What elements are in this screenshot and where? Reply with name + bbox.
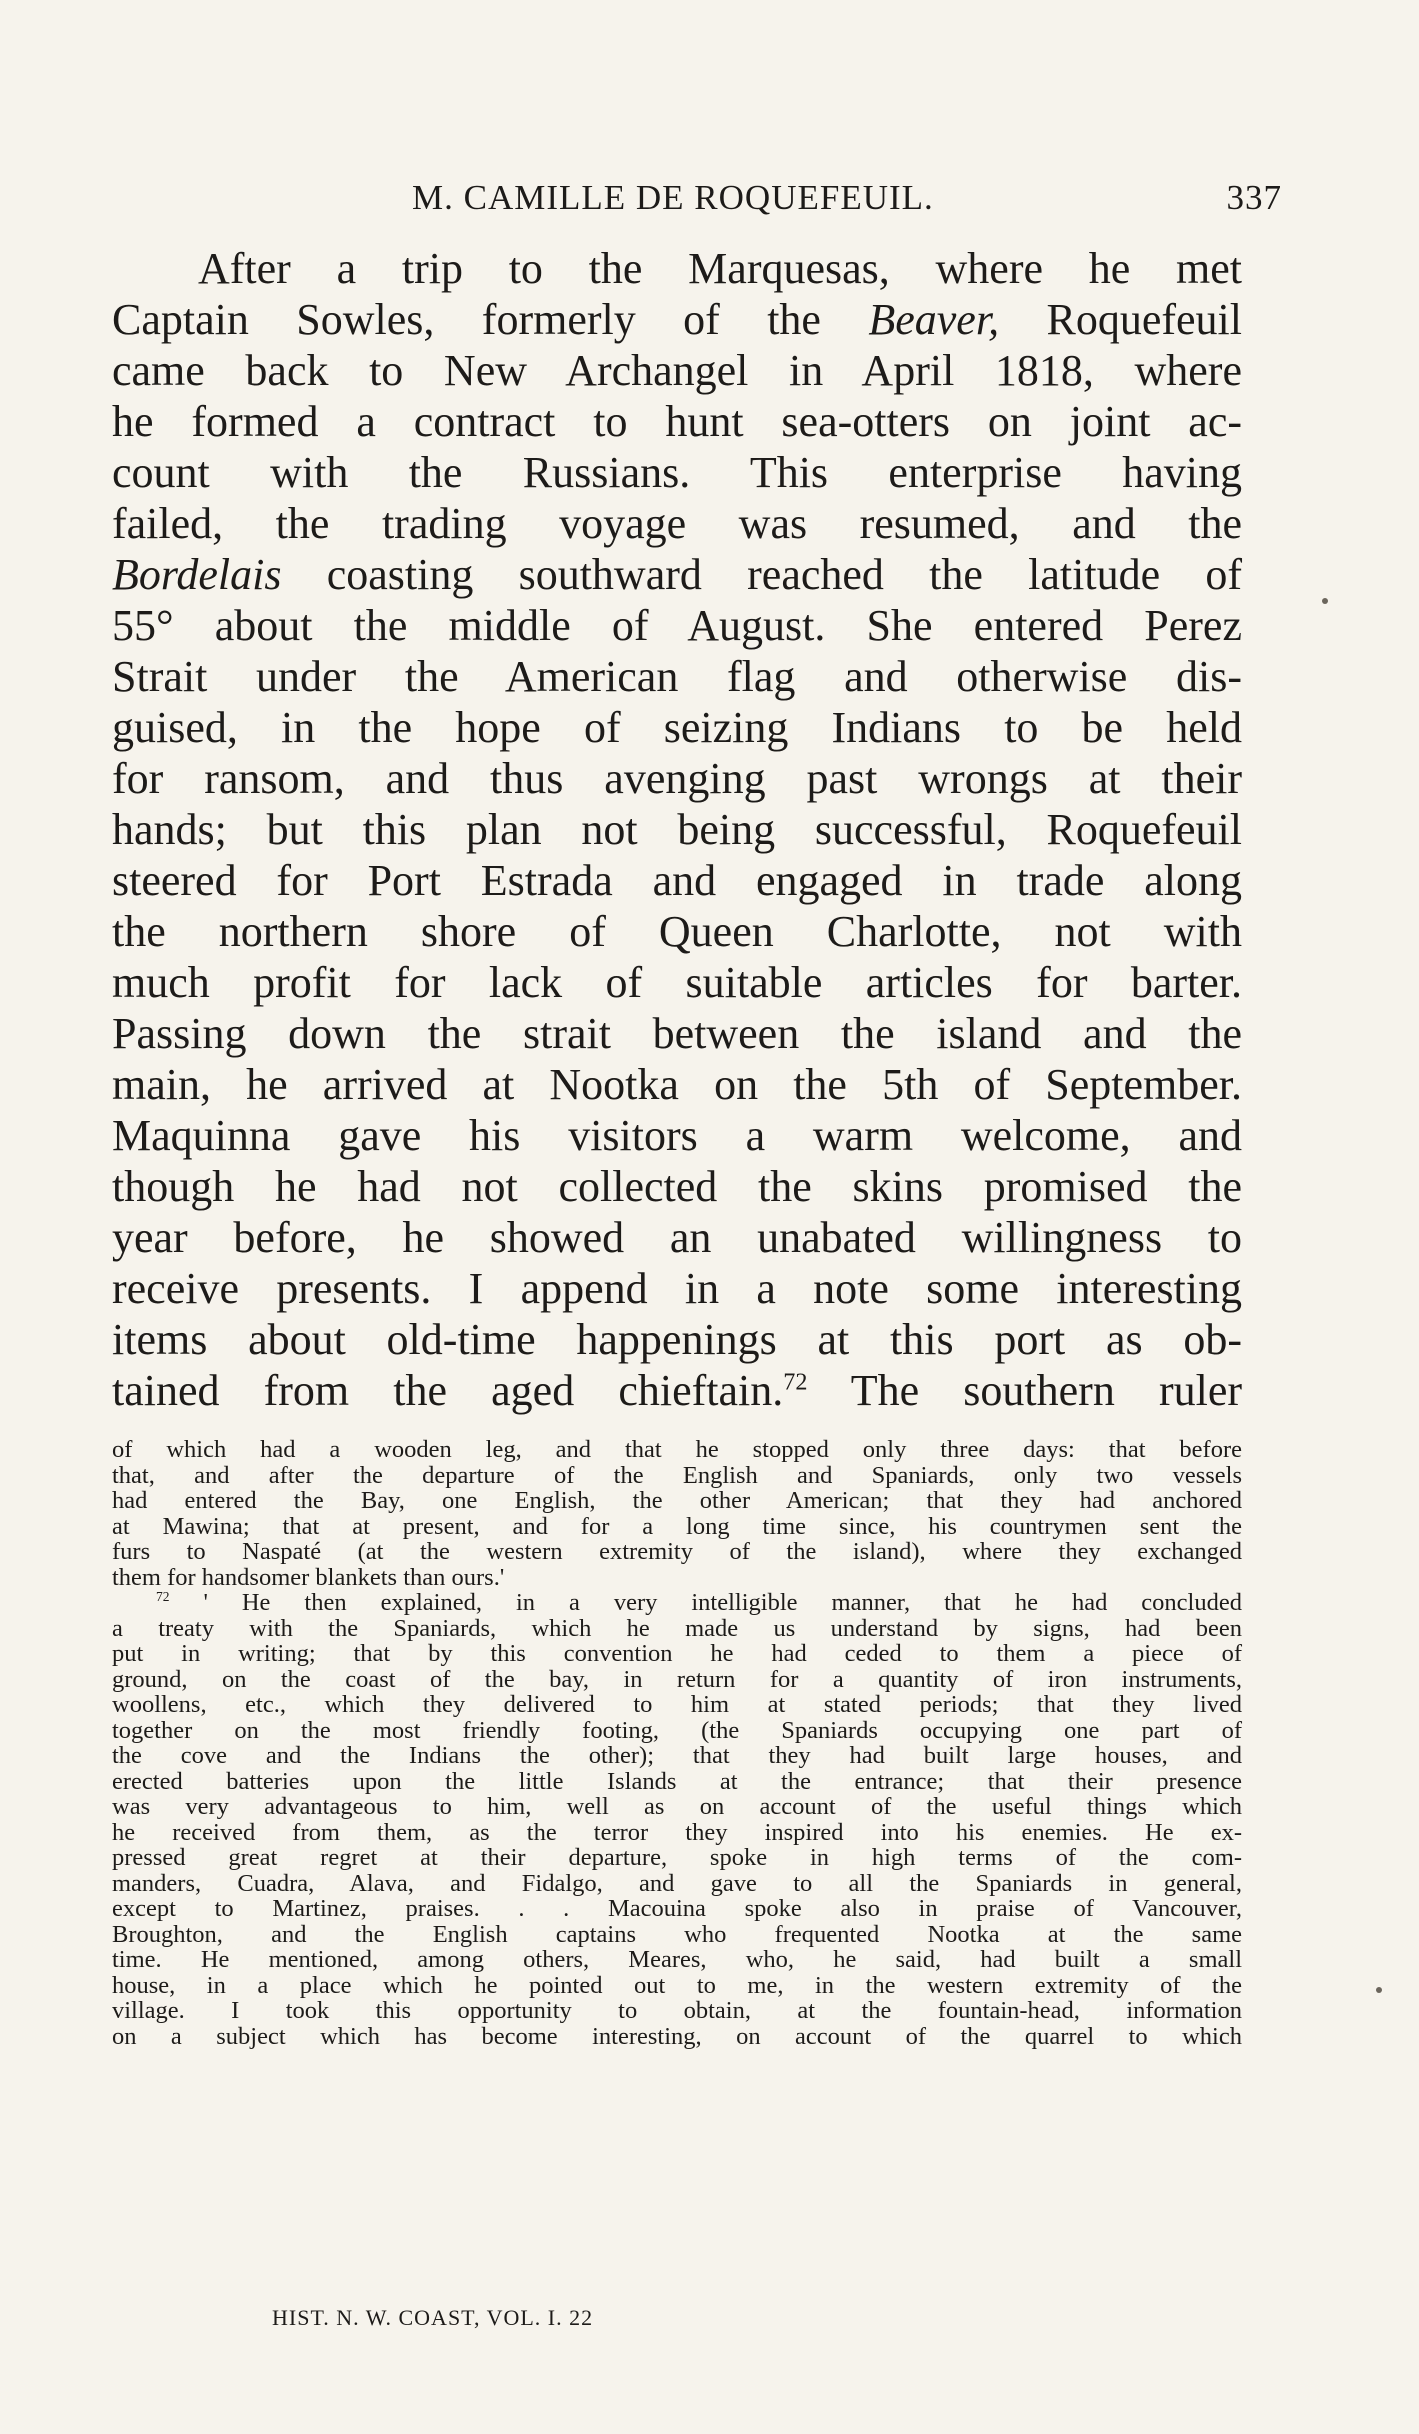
footnote-line — [112, 1667, 1242, 1693]
footnote-line — [112, 1488, 1242, 1514]
footnote-text: house, in a place which he pointed out to me, in the western extremity of the — [112, 1971, 1242, 1999]
running-head — [112, 178, 1282, 228]
footnote-line — [112, 2024, 1242, 2050]
text-line — [112, 753, 1242, 804]
text-run: steered for Port Estrada and engaged in trade along — [112, 856, 1242, 905]
running-head-title: M. CAMILLE DE ROQUEFEUIL. — [412, 178, 934, 217]
text-run: for ransom, and thus avenging past wrongs at their — [112, 754, 1242, 803]
footnote-line — [112, 1973, 1242, 1999]
footnote-line — [112, 1641, 1242, 1667]
footnote-text: woollens, etc., which they delivered to him at stated periods; that they lived — [112, 1691, 1242, 1718]
footnote-line — [112, 1845, 1242, 1871]
text-run: coasting southward reached the latitude of — [281, 550, 1242, 599]
footnote-line — [112, 1590, 1242, 1616]
footnote-text: of which had a wooden leg, and that he stopped only three days: that before — [112, 1436, 1242, 1463]
text-run: failed, the trading voyage was resumed, and the — [112, 499, 1242, 548]
text-line — [112, 1263, 1242, 1314]
footnote-line — [112, 1692, 1242, 1718]
text-run: items about old-time happenings at this port as ob- — [112, 1315, 1242, 1364]
signature-mark: HIST. N. W. COAST, VOL. I. 22 — [272, 2305, 594, 2330]
footnote-line — [112, 1437, 1242, 1463]
text-run: Passing down the strait between the island and the — [112, 1009, 1242, 1058]
footnote-line — [112, 1998, 1242, 2024]
footnote-text: ground, on the coast of the bay, in return for a quantity of iron instruments, — [112, 1665, 1242, 1693]
text-run: though he had not collected the skins promised the — [112, 1162, 1242, 1211]
text-line — [112, 1110, 1242, 1161]
text-run: came back to New Archangel in April 1818, where — [112, 346, 1242, 395]
text-run: hands; but this plan not being successful, Roquefeuil — [112, 805, 1242, 854]
footnote-text: Broughton, and the English captains who frequented Nootka at the same — [112, 1920, 1242, 1948]
text-line — [112, 804, 1242, 855]
text-line — [112, 549, 1242, 600]
text-run: count with the Russians. This enterprise having — [112, 448, 1242, 497]
text-line — [112, 651, 1242, 702]
footnote-line — [112, 1820, 1242, 1846]
footnote-text: together on the most friendly footing, (the Spaniards occupying one part of — [112, 1716, 1242, 1744]
text-run: Roquefeuil — [999, 295, 1242, 344]
text-run: Strait under the American flag and otherwise dis- — [112, 652, 1242, 701]
footnote-text: at Mawina; that at present, and for a long time since, his countrymen sent the — [112, 1512, 1242, 1540]
text-line — [112, 1212, 1242, 1263]
text-run: tained from the aged chieftain. — [112, 1366, 784, 1415]
footnote-line — [112, 1947, 1242, 1973]
text-line — [112, 345, 1242, 396]
text-line — [112, 243, 1242, 294]
text-line — [112, 1059, 1242, 1110]
footnote-text: was very advantageous to him, well as on account of the useful things which — [112, 1793, 1242, 1820]
footnote-text: furs to Naspaté (at the western extremity of the island), where they exchanged — [112, 1538, 1242, 1565]
footnote-text: ' He then explained, in a very intelligible manner, that he had concluded — [169, 1589, 1242, 1616]
text-run: 55° about the middle of August. She entered Perez — [112, 601, 1242, 650]
text-run: main, he arrived at Nootka on the 5th of September. — [112, 1060, 1242, 1109]
footnote-reference: 72 — [783, 1368, 808, 1396]
footnote-line — [112, 1922, 1242, 1948]
footnote-text: them for handsomer blankets than ours.' — [112, 1563, 505, 1591]
footnote-text: village. I took this opportunity to obtain, at the fountain-head, information — [112, 1997, 1242, 2024]
footnote-text: time. He mentioned, among others, Meares, who, he said, had built a small — [112, 1946, 1242, 1973]
text-run: the northern shore of Queen Charlotte, not with — [112, 907, 1242, 956]
footnote-line — [112, 1514, 1242, 1540]
text-line — [112, 498, 1242, 549]
footnote-text: had entered the Bay, one English, the other American; that they had anchored — [112, 1487, 1242, 1514]
footnote-text: he received from them, as the terror they inspired into his enemies. He ex- — [112, 1818, 1242, 1846]
italic-ship-name: Bordelais — [112, 550, 282, 599]
footnote-text: pressed great regret at their departure, spoke in high terms of the com- — [112, 1844, 1242, 1871]
text-run: guised, in the hope of seizing Indians to be held — [112, 703, 1242, 752]
text-run: he formed a contract to hunt sea-otters on joint ac- — [112, 397, 1242, 446]
footnote-line — [112, 1463, 1242, 1489]
margin-speck — [1322, 598, 1328, 604]
text-line — [112, 447, 1242, 498]
footnote-line — [112, 1871, 1242, 1897]
text-line — [112, 1314, 1242, 1365]
footnote-text: erected batteries upon the little Islands at the entrance; that their presence — [112, 1767, 1242, 1795]
footnote-line — [112, 1539, 1242, 1565]
footnote-line — [112, 1743, 1242, 1769]
italic-ship-name: Beaver, — [868, 295, 1000, 344]
footnote-line — [112, 1565, 1242, 1591]
footnote-text: except to Martinez, praises. . . Macouina spoke also in praise of Vancouver, — [112, 1895, 1242, 1922]
footnote-line — [112, 1794, 1242, 1820]
text-line — [112, 1161, 1242, 1212]
footnote-text: manders, Cuadra, Alava, and Fidalgo, and gave to all the Spaniards in general, — [112, 1869, 1242, 1897]
footnote-line — [112, 1616, 1242, 1642]
margin-speck — [1376, 1987, 1382, 1993]
footnote-text: that, and after the departure of the English and Spaniards, only two vessels — [112, 1461, 1242, 1489]
page-number: 337 — [1226, 178, 1282, 217]
footnotes — [112, 1437, 1242, 2049]
footnote-text: on a subject which has become interesting, on account of the quarrel to which — [112, 2022, 1242, 2050]
text-line — [112, 957, 1242, 1008]
footnote-text: put in writing; that by this convention he had ceded to them a piece of — [112, 1640, 1242, 1667]
text-run: much profit for lack of suitable articles for barter. — [112, 958, 1242, 1007]
text-run: receive presents. I append in a note some interesting — [112, 1264, 1242, 1313]
footnote-line — [112, 1769, 1242, 1795]
text-line — [112, 702, 1242, 753]
text-line — [112, 396, 1242, 447]
footnote-line — [112, 1718, 1242, 1744]
text-run: After a trip to the Marquesas, where he met — [198, 244, 1242, 293]
text-line — [112, 1008, 1242, 1059]
text-run: Maquinna gave his visitors a warm welcome, and — [112, 1111, 1242, 1160]
text-run: year before, he showed an unabated willingness to — [112, 1213, 1242, 1262]
text-line — [112, 600, 1242, 651]
text-line — [112, 855, 1242, 906]
footnote-line — [112, 1896, 1242, 1922]
text-run: Captain Sowles, formerly of the — [112, 295, 869, 344]
footnote-text: the cove and the Indians the other); that they had built large houses, and — [112, 1742, 1242, 1769]
text-line — [112, 906, 1242, 957]
text-run: The southern ruler — [807, 1366, 1242, 1415]
main-paragraph — [112, 243, 1242, 1416]
footnote-text: a treaty with the Spaniards, which he made us understand by signs, had been — [112, 1614, 1242, 1642]
footnote-number: 72 — [156, 1588, 170, 1604]
text-line — [112, 1365, 1242, 1416]
text-line — [112, 294, 1242, 345]
